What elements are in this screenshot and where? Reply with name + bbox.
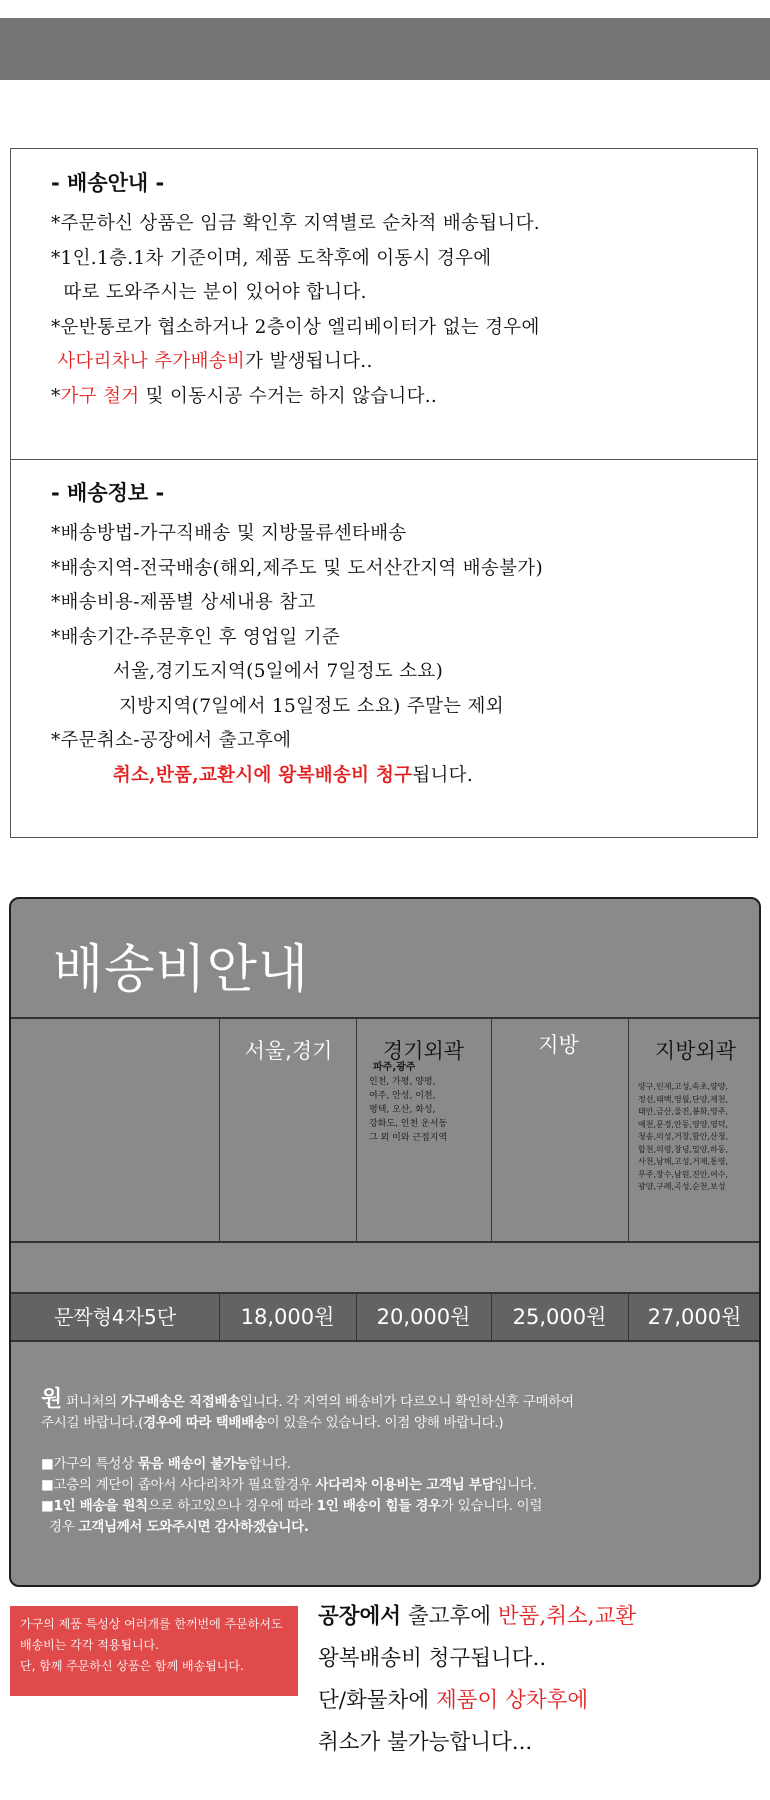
info-line-6: 지방지역(7일에서 15일정도 소요) 주말는 제외	[51, 695, 504, 717]
guide-line-5-rest: 가 발생됩니다..	[245, 351, 373, 372]
note-line-1	[41, 1389, 731, 1413]
guide-line-6-rest: 및 이동시공 수거는 하지 않습니다..	[139, 385, 438, 407]
col-divider-1	[219, 1017, 220, 1241]
bundle-notice-line: 가구의 제품 특성상 여러개를 한꺼번에 주문하셔도	[20, 1617, 283, 1631]
col-header-province-outer: 지방외곽	[654, 1039, 737, 1063]
info-line-1: *배송방법-가구직배송 및 지방물류센타배송	[51, 523, 407, 544]
price-gyeonggi-outer: 20,000원	[376, 1305, 471, 1329]
shipping-info-box	[10, 148, 758, 838]
note-emphasis: 1인 배송을 원칙	[53, 1498, 148, 1514]
top-banner-bar	[0, 18, 770, 80]
col-divider-3	[491, 1017, 492, 1241]
col-header-gyeonggi-outer: 경기외곽	[382, 1039, 465, 1063]
furniture-removal-highlight: 가구 철거	[60, 385, 140, 407]
col-divider-4	[628, 1017, 629, 1241]
info-line-2: *배송지역-전국배송(해외,제주도 및 도서산간지역 배송불가)	[51, 557, 543, 579]
note-emphasis: 고객님께서 도와주시면 감사하겠습니다.	[78, 1519, 309, 1535]
info-line-4: *배송기간-주문후인 후 영업일 기준	[51, 626, 341, 648]
price-province-outer: 27,000원	[647, 1305, 742, 1329]
guide-line-6	[51, 380, 540, 415]
return-fee-highlight: 취소,반품,교환시에 왕복배송비 청구	[112, 764, 413, 786]
note-text: 퍼니처의	[65, 1394, 121, 1410]
note-text: ■고층의 계단이 좁아서 사다리차가 필요할경우	[41, 1477, 316, 1493]
province-area-line: 청송,의성,거창,함안,산청,	[638, 1132, 728, 1141]
guide-line-2: *1인.1층.1차 기준이며, 제품 도착후에 이동시 경우에	[51, 247, 492, 269]
info-line-8-rest: 됩니다.	[412, 764, 474, 786]
shipping-guide-section	[51, 167, 540, 414]
province-area-line: 양구,인제,고성,속초,양양,	[638, 1082, 728, 1091]
province-area-line: 정선,태백,영월,단양,제천,	[638, 1094, 728, 1104]
col-header-seoul: 서울,경기	[244, 1039, 333, 1063]
factory-notice-text: 단/화물차에	[318, 1688, 436, 1713]
note-bullet-2	[41, 1475, 731, 1496]
gyeonggi-area-line: 인천, 가평, 양평,	[369, 1077, 436, 1087]
note-bullet-3	[41, 1496, 731, 1517]
info-line-3: *배송비용-제품별 상세내용 참고	[51, 592, 316, 613]
gyeonggi-area-line: 여주, 안성, 이천,	[369, 1091, 436, 1101]
table-top-border	[11, 1017, 759, 1019]
province-area-line: 사천,남해,고성,거제,통영,	[638, 1157, 728, 1166]
factory-notice-highlight: 반품,취소,교환	[497, 1604, 637, 1629]
gyeonggi-area-list	[369, 1075, 447, 1145]
note-text: 가 있습니다. 이럴	[440, 1498, 543, 1514]
guide-line-4: *운반통로가 협소하거나 2층이상 엘리베이터가 없는 경우에	[51, 316, 540, 338]
shipping-detail-heading: - 배송정보 -	[51, 481, 165, 505]
note-bullet-4	[41, 1517, 731, 1538]
note-line-2	[41, 1413, 731, 1434]
price-province: 25,000원	[512, 1305, 607, 1329]
note-emphasis: 가구배송은 직접배송	[120, 1394, 240, 1410]
note-text: 경우	[41, 1519, 79, 1535]
fee-notes	[41, 1389, 731, 1538]
note-brand-mark: 원	[41, 1387, 62, 1412]
gyeonggi-sub-bold: 파주,광주	[373, 1062, 416, 1073]
info-line-7: *주문취소-공장에서 출고후에	[51, 730, 292, 751]
bundle-notice-line: 배송비는 각각 적용됩니다.	[20, 1638, 159, 1652]
gyeonggi-area-line: 평택, 오산, 화성,	[369, 1105, 436, 1115]
note-emphasis: 경우에 따라 택배배송	[143, 1415, 267, 1431]
guide-line-6-star: *	[51, 385, 61, 407]
shipping-guide-heading: - 배송안내 -	[51, 171, 165, 195]
bundle-shipping-notice	[10, 1606, 298, 1696]
factory-notice-text: 출고후에	[401, 1604, 498, 1629]
factory-notice-line-2: 왕복배송비 청구됩니다..	[318, 1646, 547, 1671]
province-area-line: 태안,금산,울진,봉화,영주,	[638, 1107, 728, 1116]
price-row-bottom-border	[11, 1340, 759, 1342]
guide-line-5	[51, 345, 540, 380]
info-line-5: 서울,경기도지역(5일에서 7일정도 소요)	[51, 661, 444, 682]
note-gap	[41, 1434, 731, 1454]
price-seoul: 18,000원	[240, 1305, 335, 1329]
note-text: 합니다.	[248, 1456, 291, 1472]
bundle-notice-line: 단, 함께 주문하신 상품은 함께 배송됩니다.	[20, 1659, 244, 1673]
gyeonggi-area-line: 강화도, 인천 운서동	[369, 1119, 448, 1129]
province-outer-area-list	[638, 1081, 728, 1194]
province-area-line: 광양,구례,곡성,순천,보성	[638, 1182, 726, 1191]
note-bullet-1	[41, 1454, 731, 1475]
note-emphasis: 1인 배송이 힘들 경우	[316, 1498, 441, 1514]
header-bottom-border	[11, 1241, 759, 1243]
col-divider-2	[356, 1017, 357, 1241]
note-emphasis: 사다리차 이용비는 고객님 부담	[315, 1477, 495, 1493]
note-text: 입니다.	[494, 1477, 537, 1493]
note-text: 주시길 바랍니다.(	[41, 1415, 144, 1431]
fee-panel-title: 배송비안내	[53, 940, 310, 1000]
gyeonggi-area-line: 그 외 이와 근접지역	[369, 1133, 448, 1143]
guide-line-3: 따로 도와주시는 분이 있어야 합니다.	[51, 282, 367, 303]
shipping-detail-section	[51, 477, 543, 793]
note-text: ■가구의 특성상	[41, 1456, 138, 1472]
factory-return-notice	[318, 1596, 748, 1764]
province-area-line: 무주,장수,남원,진안,여수,	[638, 1169, 728, 1179]
guide-line-1: *주문하신 상품은 임금 확인후 지역별로 순차적 배송됩니다.	[51, 213, 540, 234]
note-emphasis: 묶음 배송이 불가능	[137, 1456, 249, 1472]
factory-notice-line-3	[318, 1680, 748, 1722]
factory-notice-line-1	[318, 1596, 748, 1638]
factory-notice-line-4: 취소가 불가능합니다...	[318, 1730, 533, 1755]
note-text: 입니다. 각 지역의 배송비가 다르오니 확인하신후 구매하여	[240, 1394, 574, 1410]
factory-notice-highlight: 제품이 상차후에	[435, 1688, 589, 1713]
note-text: ■	[41, 1498, 54, 1514]
price-row-label: 문짝형4자5단	[53, 1305, 177, 1329]
info-line-8	[51, 759, 543, 794]
note-text: 으로 하고있으나 경우에 따라	[147, 1498, 317, 1514]
note-text: 이 있을수 있습니다. 이점 양해 바랍니다.)	[266, 1415, 504, 1431]
shipping-fee-panel	[9, 897, 761, 1587]
factory-notice-bold: 공장에서	[318, 1604, 402, 1629]
ladder-fee-highlight: 사다리차나 추가배송비	[57, 351, 246, 372]
section-divider	[11, 459, 757, 460]
province-area-line: 합천,의령,창녕,밀양,하동,	[638, 1144, 728, 1154]
province-area-line: 예천,문경,안동,영양,영덕,	[638, 1119, 728, 1129]
col-header-province: 지방	[538, 1033, 579, 1057]
